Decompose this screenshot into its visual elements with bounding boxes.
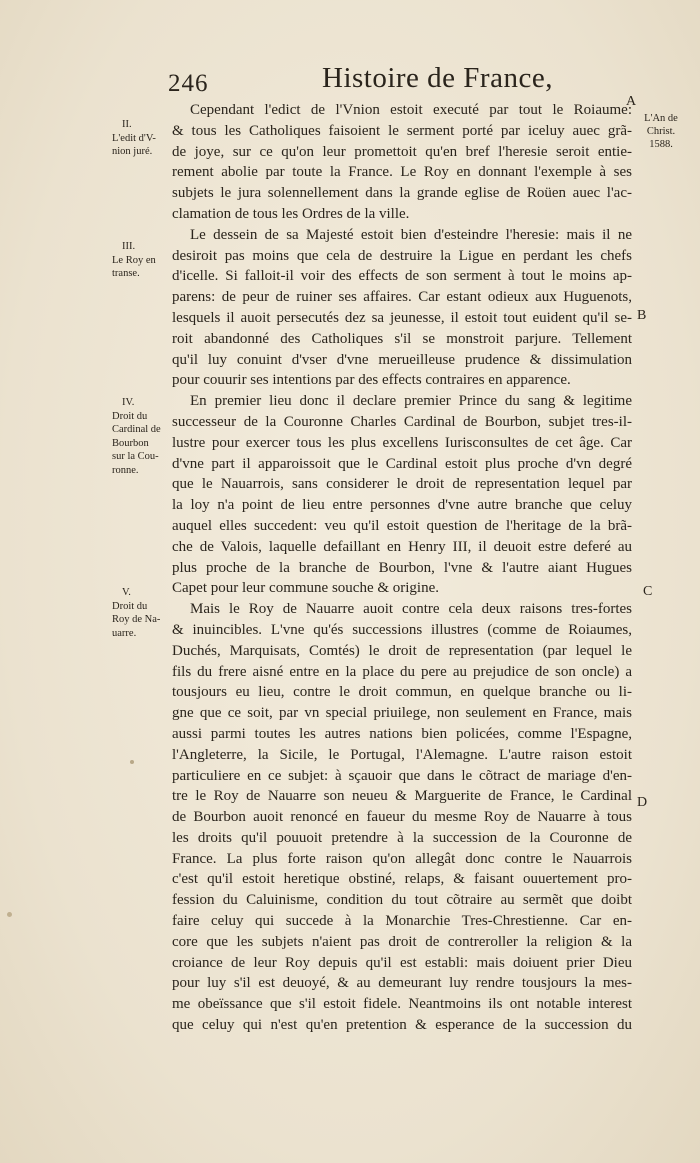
text-line: core que les subjets n'aient pas droit de contreroller la religion & la — [172, 933, 632, 950]
text-line: France. La plus forte raison qu'on allegât donc contre le Nauarrois — [172, 850, 632, 867]
margin-note-line: ronne. — [112, 464, 139, 476]
margin-note-line: Le Roy en — [112, 254, 156, 266]
margin-note-line: Roy de Na- — [112, 614, 161, 625]
page-number: 246 — [168, 70, 209, 97]
margin-note-line: Cardinal de — [112, 424, 161, 435]
text-line: & inuincibles. L'vne qu'és successions illustres (comme de Roiaumes, — [172, 621, 632, 638]
text-line: qu'il luy conuint d'vser d'vne merueilleuse prudence & dissimulation — [172, 351, 632, 368]
margin-note-line: Droit du — [112, 410, 148, 422]
body-text — [172, 100, 632, 1036]
text-line: Duchés, Marquisats, Comtés) le droit de representation (par lequel le — [172, 642, 632, 659]
text-line: che de Valois, laquelle defaillant en Henry III, il deuoit estre deferé au — [172, 538, 632, 555]
margin-note-line: Droit du — [112, 600, 148, 612]
section-letter-a: A — [626, 94, 637, 109]
text-line: gne que ce soit, par vn special priuilege, non seulement en France, mais — [172, 705, 632, 722]
text-line: desiroit pas moins que cela de destruire la Ligue en perdant les chefs — [172, 247, 632, 264]
margin-note-number: IV. — [122, 397, 135, 408]
text-line: & tous les Catholiques faisoient le serment porté par iceluy auec grã- — [172, 122, 632, 139]
margin-note-4 — [112, 396, 172, 477]
text-line: l'Angleterre, la Sicile, le Portugal, l'Alemagne. L'autre raison estoit — [172, 746, 632, 763]
text-line: pour couurir ses intentions par des effects contraires en apparence. — [172, 372, 571, 389]
text-line: roit abandonné des Catholiques s'il se monstroit parjure. Tellement — [172, 330, 632, 347]
text-line: que celuy qui n'est qu'en pretention & esperance de la succession du — [172, 1017, 632, 1034]
text-line: tre le Roy de Nauarre son neueu & Marguerite de France, le Cardinal — [172, 788, 632, 805]
text-line: aussi parmi toutes les autres nations bien policées, comme l'Espagne, — [172, 725, 632, 742]
running-title: Histoire de France, — [322, 62, 553, 94]
year-margin-note — [630, 112, 692, 151]
text-line: les droits qu'il pouuoit pretendre à la succession de la Couronne de — [172, 829, 632, 846]
text-line: lesquels il auoit persecutés dez sa jeunesse, il estoit tout euident qu'il se- — [172, 309, 632, 326]
text-line: d'vne part il apparoissoit que le Cardinal estoit plus proche d'vn degré — [172, 455, 632, 472]
margin-note-line: Bourbon — [112, 437, 149, 449]
text-line: particuliere en ce subjet: à sçauoir que dans le cõtract de mariage d'en- — [172, 767, 632, 784]
text-line: clamation de tous les Ordres de la ville. — [172, 205, 410, 222]
margin-note-line: sur la Cou- — [112, 451, 159, 462]
text-line: que le Nauarrois, sans considerer le droit de representation lequel par — [172, 476, 632, 493]
text-line: c'est qu'il estoit heretique obstiné, relaps, & faisant ouuertement pro- — [172, 871, 632, 888]
margin-note-line: nion juré. — [112, 146, 153, 157]
year-note-line: Christ. — [646, 126, 676, 137]
margin-note-5 — [112, 586, 172, 640]
text-line: subjets le jura solennellement dans la grande eglise de Roüen auec l'ac- — [172, 185, 632, 202]
text-line: Le dessein de sa Majesté estoit bien d'esteindre l'heresie: mais il ne — [190, 226, 632, 243]
text-line: la loy n'a point de lieu entre personnes d'vne autre branche que celuy — [172, 497, 632, 514]
text-line: Capet pour leur commune souche & origine. — [172, 580, 440, 597]
text-line: Cependant l'edict de l'Vnion estoit executé par tout le Roiaume: — [190, 102, 632, 118]
year-note-line: L'An de — [644, 113, 678, 124]
paper-stain — [7, 912, 12, 917]
text-line: auquel elles succedent: veu qu'il estoit question de l'heritage de la brã- — [172, 517, 632, 534]
text-line: faire celuy qui succede à la Monarchie Tres-Chrestienne. Car en- — [172, 913, 632, 930]
text-line: successeur de la Couronne Charles Cardinal de Bourbon, subjet tres-il- — [172, 413, 632, 430]
text-line: de joye, sur ce qu'on leur promettoit qu'en bref l'heresie seroit entie- — [172, 143, 632, 160]
text-line: pour luy s'il est deuoyé, & au demeurant luy rendre tousjours la mes- — [172, 975, 632, 992]
text-line: fession du Caluinisme, condition du tout cõtraire au sermẽt que doibt — [172, 892, 632, 909]
text-line: En premier lieu donc il declare premier Prince du sang & legitime — [190, 393, 632, 410]
text-line: fils du frere aisné entre en la place du pere au prejudice de son oncle) a — [172, 663, 632, 680]
text-line: de Bourbon auoit renoncé en faueur du mesme Roy de Nauarre à tous — [172, 809, 632, 826]
text-line: croiance de leur Roy depuis qu'il est establi: mais doiuent prier Dieu — [172, 954, 632, 971]
section-letter-d: D — [637, 795, 648, 810]
text-line: rement abolie par toute la France. Le Roy en donnant l'exemple à ses — [172, 164, 632, 181]
margin-note-number: V. — [122, 587, 131, 598]
margin-note-line: L'edit d'V- — [112, 132, 156, 144]
paper-stain — [130, 760, 134, 764]
margin-note-number: III. — [122, 241, 136, 252]
text-line: plus proche de la branche de Bourbon, l'vne & l'autre aiant Hugues — [172, 559, 632, 576]
margin-note-number: II. — [122, 119, 132, 130]
section-letter-c: C — [643, 584, 653, 599]
margin-note-line: uarre. — [112, 627, 137, 639]
margin-note-line: transe. — [112, 268, 140, 279]
text-line: tousjours eu lieu, contre le droit commun, en quelque branche ou li- — [172, 684, 632, 701]
section-letter-b: B — [637, 308, 647, 323]
text-line: parens: de peur de ruiner ses affaires. Car estant odieux aux Huguenots, — [172, 289, 632, 306]
year-note-line: 1588. — [649, 139, 673, 150]
text-line: lustre pour exercer tous les plus excellens Iurisconsultes de cet âge. Car — [172, 434, 632, 451]
margin-note-2 — [112, 118, 172, 159]
text-line: Mais le Roy de Nauarre auoit contre cela deux raisons tres-fortes — [190, 601, 632, 618]
text-line: me obeïssance que s'il estoit fidele. Neantmoins ils ont notable interest — [172, 996, 632, 1013]
text-line: d'icelle. Si falloit-il voir des effects de son serment à tout le moins ap- — [172, 268, 632, 285]
margin-note-3 — [112, 240, 172, 281]
